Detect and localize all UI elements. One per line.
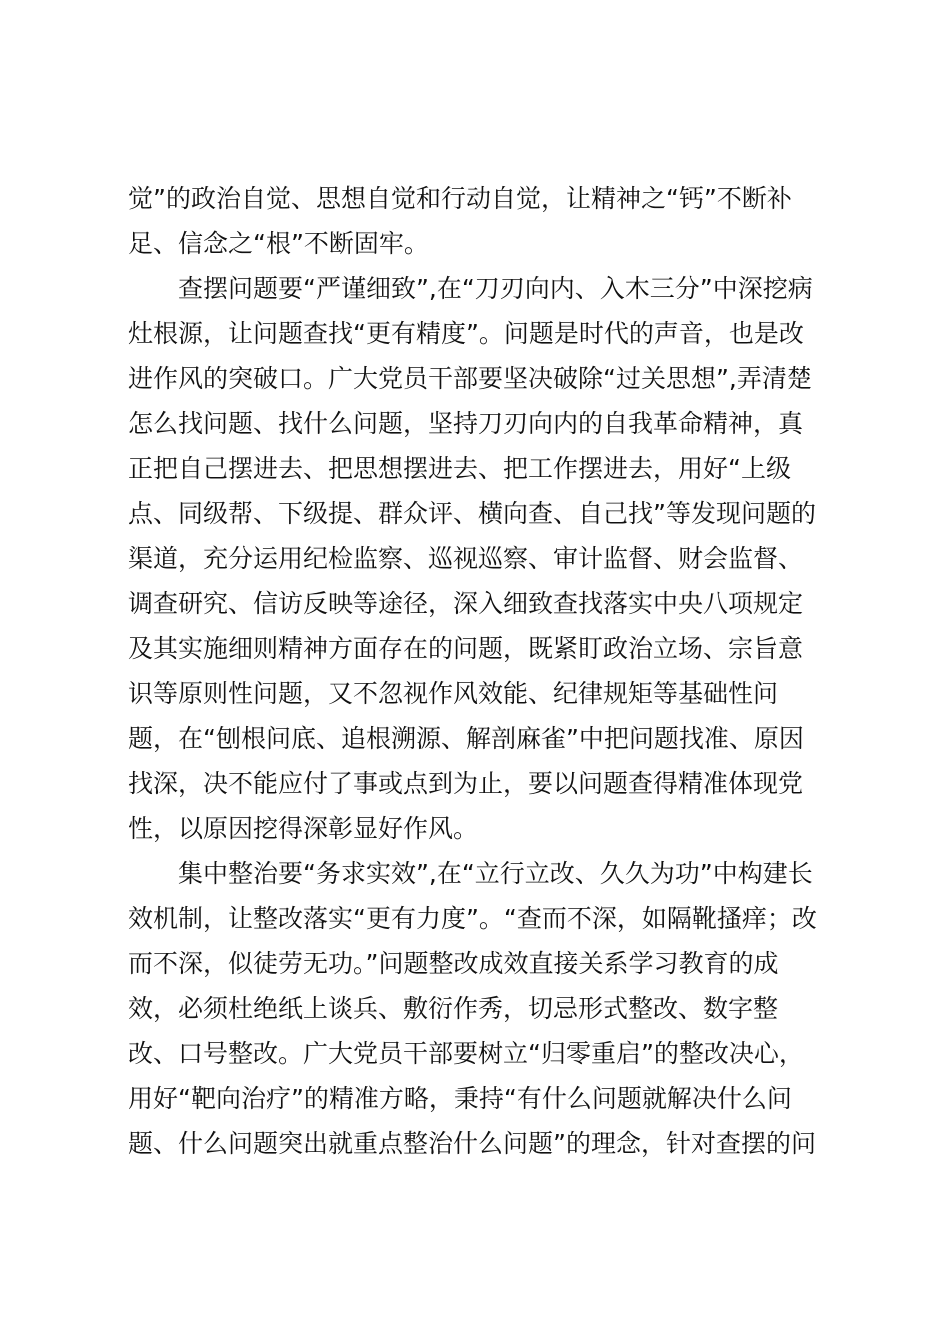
text-line: 怎么找问题、找什么问题，坚持刀刃向内的自我革命精神，真 [128, 409, 804, 438]
text-line: 灶根源，让问题查找“更有精度”。问题是时代的声音，也是改 [128, 319, 804, 348]
text-line: 点、同级帮、下级提、群众评、横向查、自己找”等发现问题的 [128, 499, 816, 528]
document-body [128, 176, 838, 1166]
text-line: 渠道，充分运用纪检监察、巡视巡察、审计监督、财会监督、 [128, 544, 804, 573]
text-line: 题、什么问题突出就重点整治什么问题”的理念，针对查摆的问 [128, 1129, 816, 1158]
text-line: 题，在“刨根问底、追根溯源、解剖麻雀”中把问题找准、原因 [128, 724, 804, 753]
paragraph-2 [128, 266, 838, 851]
text-line: 及其实施细则精神方面存在的问题，既紧盯政治立场、宗旨意 [128, 634, 804, 663]
text-line: 足、信念之“根”不断固牢。 [128, 229, 429, 258]
paragraph-3 [128, 851, 838, 1166]
text-line: 觉”的政治自觉、思想自觉和行动自觉，让精神之“钙”不断补 [128, 184, 792, 213]
text-line: 识等原则性问题，又不忽视作风效能、纪律规矩等基础性问 [128, 679, 779, 708]
text-line: 调查研究、信访反映等途径，深入细致查找落实中央八项规定 [128, 589, 804, 618]
paragraph-1 [128, 176, 838, 266]
text-line: 正把自己摆进去、把思想摆进去、把工作摆进去，用好“上级 [128, 454, 791, 483]
text-line: 找深，决不能应付了事或点到为止，要以问题查得精准体现党 [128, 769, 804, 798]
text-line: 改、口号整改。广大党员干部要树立“归零重启”的整改决心， [128, 1039, 804, 1068]
text-line: 进作风的突破口。广大党员干部要坚决破除“过关思想”,弄清楚 [128, 364, 812, 393]
text-line: 查摆问题要“严谨细致”,在“刀刃向内、入木三分”中深挖病 [178, 274, 813, 303]
text-line: 效，必须杜绝纸上谈兵、敷衍作秀，切忌形式整改、数字整 [128, 994, 779, 1023]
text-line: 效机制，让整改落实“更有力度”。“查而不深，如隔靴搔痒；改 [128, 904, 817, 933]
text-line: 而不深，似徒劳无功。”问题整改成效直接关系学习教育的成 [128, 949, 779, 978]
text-line: 用好“靶向治疗”的精准方略，秉持“有什么问题就解决什么问 [128, 1084, 792, 1113]
text-line: 集中整治要“务求实效”,在“立行立改、久久为功”中构建长 [178, 859, 813, 888]
text-line: 性，以原因挖得深彰显好作风。 [128, 814, 479, 843]
